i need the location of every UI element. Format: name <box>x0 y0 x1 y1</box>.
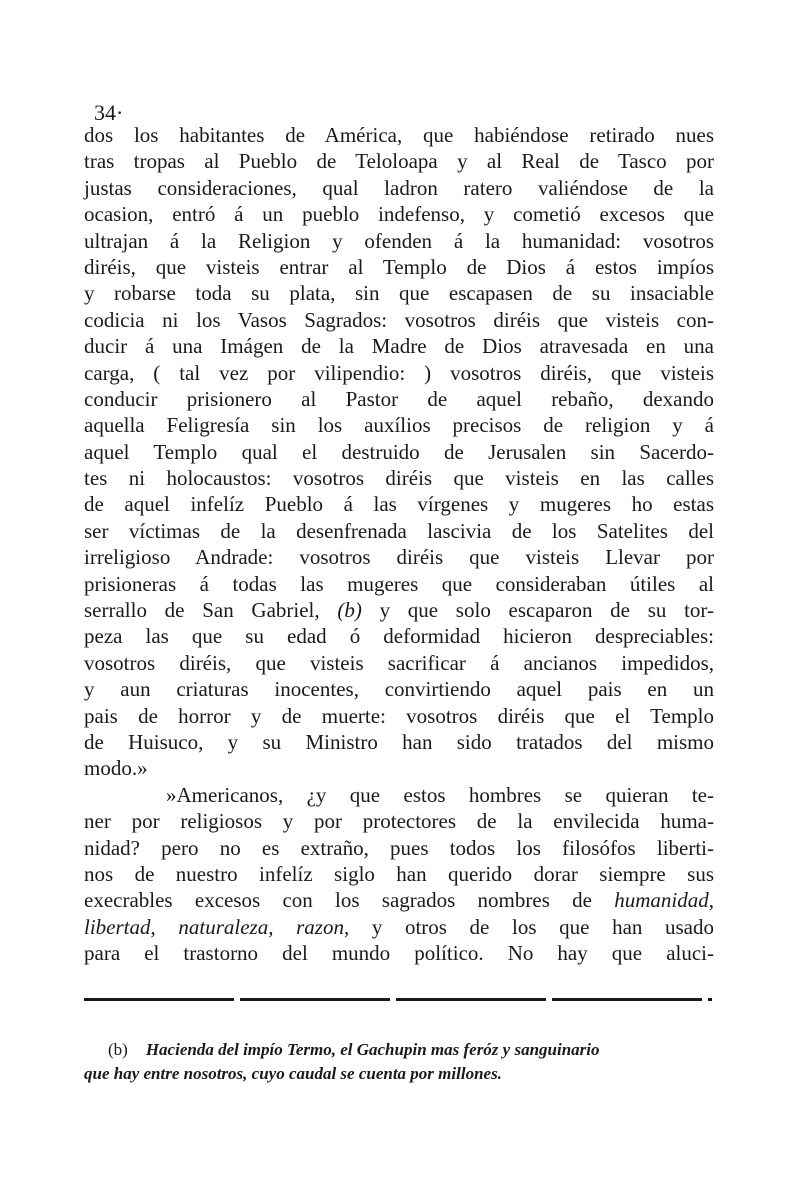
text-line: justas consideraciones, qual ladron ratero valiéndose de la <box>84 175 714 200</box>
text-line: y robarse toda su plata, sin que escapasen de su insaciable <box>84 281 714 306</box>
text-line: ocasion, entró á un pueblo indefenso, y cometió excesos que <box>84 202 714 227</box>
text-line: nidad? pero no es extraño, pues todos los filosófos liberti- <box>84 835 714 860</box>
text-line: peza las que su edad ó deformidad hicieron despreciables: <box>84 624 714 649</box>
text-line: y aun criaturas inocentes, convirtiendo aquel pais en un <box>84 677 714 702</box>
italic-term: humanidad, <box>614 888 714 913</box>
text-line-paragraph-end: modo.» <box>84 756 148 781</box>
text-segment: serrallo de San Gabriel, <box>84 598 338 623</box>
text-line: de Huisuco, y su Ministro han sido tratados del mismo <box>84 729 714 754</box>
text-line: carga, ( tal vez por vilipendio: ) vosotros diréis, que visteis <box>84 360 714 385</box>
text-line: aquel Templo qual el destruido de Jerusalen sin Sacerdo- <box>84 439 714 464</box>
text-line-paragraph-start: »Americanos, ¿y que estos hombres se quieran te- <box>166 782 714 807</box>
text-segment: , <box>268 914 297 939</box>
text-line: irreligioso Andrade: vosotros diréis que visteis Llevar por <box>84 545 714 570</box>
text-line: ner por religiosos y por protectores de la envilecida huma- <box>84 809 714 834</box>
italic-term: razon <box>296 914 344 939</box>
text-segment: , y otros de los que han usado <box>343 914 715 939</box>
footnote-separator-rule <box>84 998 712 1001</box>
footnote-line <box>84 1038 726 1062</box>
text-line: diréis, que visteis entrar al Templo de Dios á estos impíos <box>84 254 714 279</box>
text-line: prisioneras á todas las mugeres que consideraban útiles al <box>84 571 714 596</box>
text-line: vosotros diréis, que visteis sacrificar á ancianos impedidos, <box>84 650 714 675</box>
page-number: 34· <box>94 100 124 125</box>
footnote-text: Hacienda del impío Termo, el Gachupin mas feróz y sanguinario <box>145 1040 600 1059</box>
text-line: para el trastorno del mundo político. No hay que aluci- <box>84 941 714 966</box>
italic-term: naturaleza <box>178 914 269 939</box>
text-line: de aquel infelíz Pueblo á las vírgenes y mugeres ho estas <box>84 492 714 517</box>
footnote-mark: (b) <box>108 1040 128 1059</box>
footnote-line: que hay entre nosotros, cuyo caudal se cuenta por millones. <box>84 1064 502 1083</box>
footnote-reference: (b) <box>337 598 362 623</box>
text-line: tes ni holocaustos: vosotros diréis que visteis en las calles <box>84 466 714 491</box>
text-line-with-italics <box>84 887 714 913</box>
italic-term: libertad <box>84 914 151 939</box>
text-line: aquella Feligresía sin los auxílios precisos de religion y á <box>84 413 714 438</box>
text-segment: , <box>150 914 179 939</box>
text-line-with-italics <box>84 914 714 940</box>
text-line: pais de horror y de muerte: vosotros diréis que el Templo <box>84 703 714 728</box>
text-segment: y que solo escaparon de su tor- <box>361 598 715 623</box>
text-segment: execrables excesos con los sagrados nombres de <box>84 888 615 913</box>
text-line: tras tropas al Pueblo de Teloloapa y al Real de Tasco por <box>84 149 714 174</box>
footnote <box>84 1038 726 1086</box>
text-line: codicia ni los Vasos Sagrados: vosotros diréis que visteis con- <box>84 307 714 332</box>
text-line: dos los habitantes de América, que habiéndose retirado nues <box>84 123 714 147</box>
text-line: nos de nuestro infelíz siglo han querido dorar siempre sus <box>84 861 714 886</box>
main-text <box>84 122 714 967</box>
text-line: ducir á una Imágen de la Madre de Dios atravesada en una <box>84 334 714 359</box>
text-line-with-footnote-ref <box>84 597 714 623</box>
text-line: conducir prisionero al Pastor de aquel rebaño, dexando <box>84 386 714 411</box>
text-line: ser víctimas de la desenfrenada lascivia de los Satelites del <box>84 518 714 543</box>
text-line: ultrajan á la Religion y ofenden á la humanidad: vosotros <box>84 228 714 253</box>
